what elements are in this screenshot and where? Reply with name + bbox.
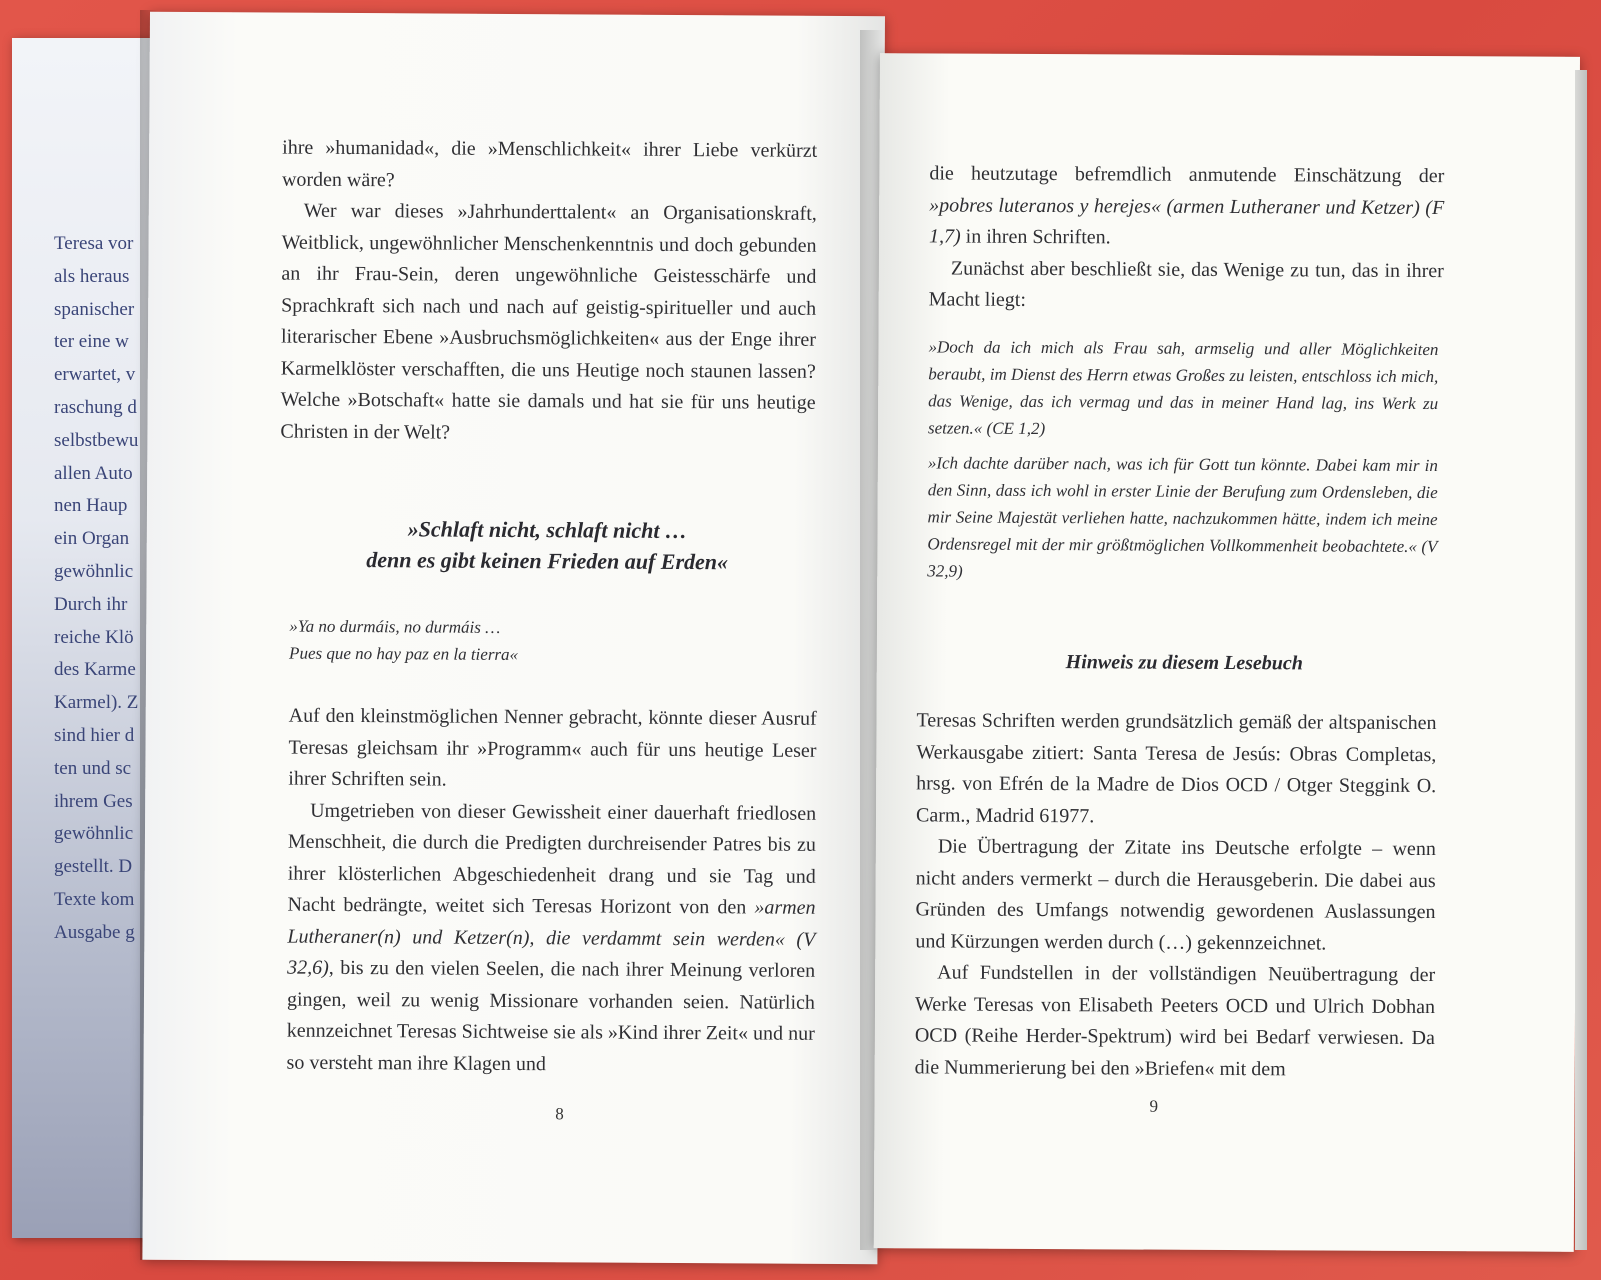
back-line: sind hier d xyxy=(54,724,135,746)
quote-paragraph: »Doch da ich mich als Frau sah, armselig und aller Möglichkeiten beraubt, im Dienst des Herrn etwas Großes zu leisten, entschloss ich mich, das Wenige, das ich vermag und das in meiner Hand lag, ins Werk zu setzen.« (CE 1,2) xyxy=(927,337,1439,439)
text-run: , bis zu den vielen Seelen, die nach ihrer Meinung verloren gingen, weil zu wenig Missionare vorhanden seien. Natürlich kennzeichnet Teresas Sichtweise sie als »Kind ihrer Zeit« und nur so versteht man ihre Klagen und xyxy=(286,956,816,1075)
page-edge xyxy=(1575,70,1587,1250)
paragraph: ihre »humanidad«, die »Menschlichkeit« ihrer Liebe verkürzt worden wäre? xyxy=(281,136,818,191)
section-heading xyxy=(280,513,815,578)
paragraph: Zunächst aber beschließt sie, das Wenige zu tun, das in ihrer Macht liegt: xyxy=(928,257,1444,311)
back-line: Texte kom xyxy=(54,888,135,910)
text-run: in ihren Schriften. xyxy=(960,225,1111,249)
back-line: ten und sc xyxy=(54,757,132,779)
page-number: 8 xyxy=(555,1104,564,1124)
heading-line: denn es gibt keinen Frieden auf Erden« xyxy=(366,547,729,575)
page-number: 9 xyxy=(1149,1096,1159,1116)
back-line: reiche Klö xyxy=(54,626,134,648)
quote-paragraph: »Ich dachte darüber nach, was ich für Gott tun könnte. Dabei kam mir in den Sinn, dass ich wohl in erster Linie der Berufung zum Ordensleben, die mir Seine Majestät verliehen hatte, nachzukommen hätte, indem ich meine Ordensregel mit der mir größtmöglichen Vollkommenheit beobachtete.« (V 32,9) xyxy=(927,453,1438,581)
back-line: raschung d xyxy=(54,396,137,418)
back-line: Teresa vor xyxy=(54,233,134,254)
left-page-lower-text xyxy=(286,701,816,1082)
paragraph: Auf Fundstellen in der vollständigen Neuübertragung der Werke Teresas von Elisabeth Peeters OCD und Ulrich Dobhan OCD (Reihe Herder-Spektrum) wird bei Bedarf verwiesen. Da die Nummerierung bei den »Briefen« mit dem xyxy=(914,961,1436,1080)
paragraph xyxy=(929,158,1444,255)
paragraph: Teresas Schriften werden grundsätzlich gemäß der altspanischen Werkausgabe zitiert: Santa Teresa de Jesús: Obras Completas, hrsg. von Efrén de la Madre de Dios OCD / Otger Steggink O. Carm., Madrid 61977. xyxy=(915,709,1437,827)
right-page xyxy=(874,53,1580,1252)
section-heading: Hinweis zu diesem Lesebuch xyxy=(1065,651,1303,675)
quote-block xyxy=(927,333,1438,587)
left-page-upper-text xyxy=(280,133,817,451)
quote-line: Pues que no hay paz en la tierra« xyxy=(289,643,519,665)
paragraph: Wer war dieses »Jahrhunderttalent« an Organisationskraft, Weitblick, ungewöhnlicher Menschenkenntnis und doch gebunden an ihr Frau-Sein, deren ungewöhnliche Geistesschärfe und Sprachkraft sich nach und nach auf geistig-spiritueller und auch literarischer Ebene »Ausbruchsmöglichkeiten« aus der Enge ihrer Karmelklöster verschafften, die uns Heutige noch staunen lassen? Welche »Botschaft« hatte sie damals und hat sie für uns heutige Christen in der Welt? xyxy=(280,199,817,444)
back-line: nen Haup xyxy=(54,495,128,517)
back-line: ihrem Ges xyxy=(54,790,133,812)
back-line: ter eine w xyxy=(54,331,129,353)
text-run: Umgetrieben von dieser Gewissheit einer dauerhaft friedlosen Menschheit, die durch die Predigten durchreisender Patres bis zu ihrer klösterlichen Abgeschiedenheit drang und sie Tag und Nacht bedrängte, weitet sich Teresas Horizont von den xyxy=(287,799,817,919)
back-line: gewöhnlic xyxy=(54,560,134,582)
back-line: Ausgabe g xyxy=(54,921,135,943)
back-line: Karmel). Z xyxy=(54,692,139,714)
back-line: allen Auto xyxy=(54,462,133,484)
back-line: gewöhnlic xyxy=(54,823,134,845)
back-line: ein Organ xyxy=(54,528,130,550)
paragraph: Auf den kleinstmöglichen Nenner gebracht, könnte dieser Ausruf Teresas gleichsam ihr »Programm« auch für uns heutige Leser ihrer Schriften sein. xyxy=(288,704,817,791)
back-line: des Karme xyxy=(54,659,136,681)
back-line: Durch ihr xyxy=(54,593,128,615)
right-page-upper-text xyxy=(929,158,1445,318)
back-line: als heraus xyxy=(54,265,130,287)
quote-line: »Ya no durmáis, no durmáis … xyxy=(289,616,501,637)
spanish-quote xyxy=(289,613,809,670)
right-page-lower-text xyxy=(915,705,1437,1086)
text-run: die heutzutage befremdlich anmutende Einschätzung der xyxy=(929,162,1445,188)
text-run-italic: »armen Lutheraner(n) und Ketzer(n), die verdammt sein werden« (V 32,6) xyxy=(287,896,816,979)
left-page xyxy=(142,12,885,1264)
text-run-italic: »pobres luteranos y herejes« (armen Lutheraner und Ketzer) (F 1,7) xyxy=(928,193,1445,248)
paragraph: Die Übertragung der Zitate ins Deutsche erfolgte – wenn nicht anders vermerkt – durch die Herausgeberin. Die dabei aus Gründen des Umfangs notwendig gewordenen Auslassungen und Kürzungen werden durch (…) gekennzeichnet. xyxy=(915,835,1436,955)
heading-line: »Schlaft nicht, schlaft nicht … xyxy=(407,516,688,544)
paragraph xyxy=(286,795,816,1082)
back-line: gestellt. D xyxy=(54,856,133,878)
back-line: spanischer xyxy=(54,298,135,320)
back-line: selbstbewu xyxy=(54,429,139,451)
back-line: erwartet, v xyxy=(54,364,136,386)
